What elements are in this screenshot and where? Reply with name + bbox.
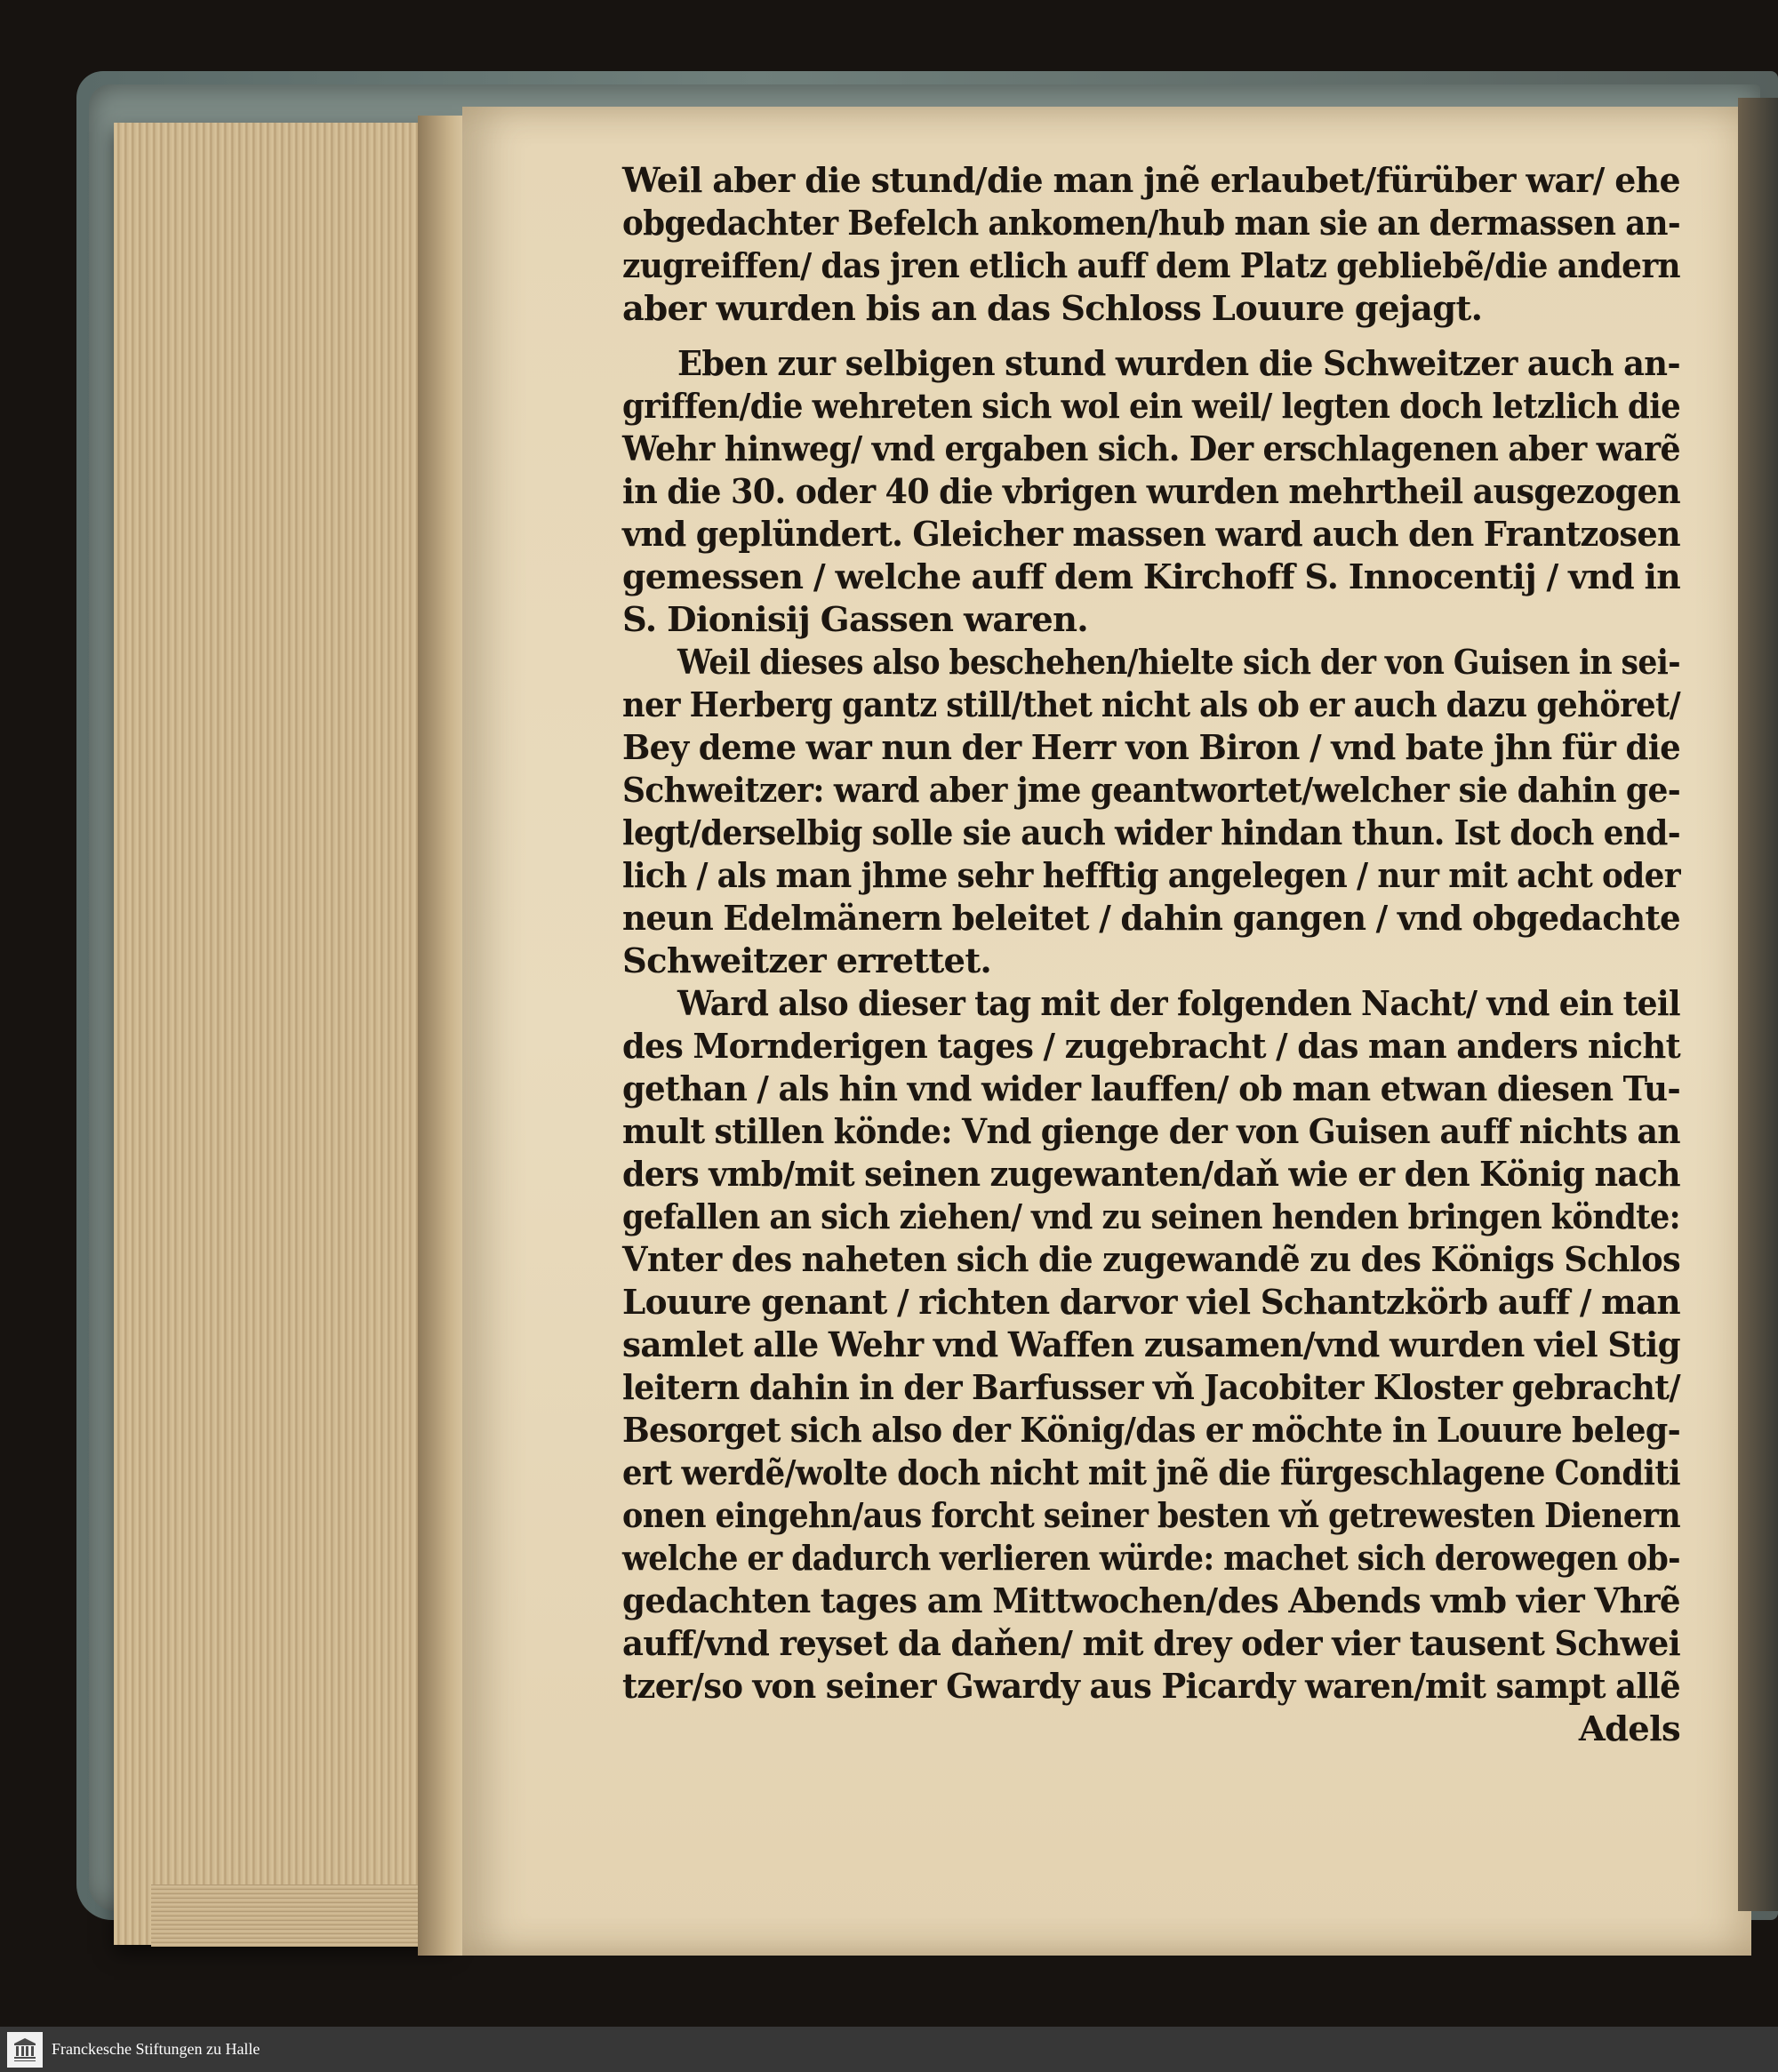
institution-logo-icon <box>7 2032 43 2068</box>
text-line: ner Herberg gantz still/thet nicht als ob er auch dazu gehöret/ <box>622 685 1680 725</box>
footer-bar <box>0 2027 1778 2072</box>
text-line: Schweitzer errettet. <box>622 941 992 981</box>
text-line: Weil dieses also beschehen/hielte sich der von Guisen in sei- <box>677 643 1680 683</box>
text-line: tzer/so von seiner Gwardy aus Picardy waren/mit sampt allẽ <box>622 1667 1681 1707</box>
text-line: mult stillen könde: Vnd gienge der von Guisen auff nichts an <box>622 1112 1680 1152</box>
text-line: obgedachter Befelch ankomen/hub man sie an dermassen an- <box>622 204 1681 244</box>
text-line: vnd geplündert. Gleicher massen ward auch den Frantzosen <box>622 515 1681 555</box>
text-line: Besorget sich also der König/das er möchte in Louure beleg- <box>622 1411 1681 1451</box>
text-line: S. Dionisij Gassen waren. <box>622 600 1089 640</box>
page-text <box>622 160 1680 1751</box>
text-line: Wehr hinweg/ vnd ergaben sich. Der erschlagenen aber warẽ <box>622 429 1680 469</box>
text-line: Ward also dieser tag mit der folgenden Nacht/ vnd ein teil <box>677 984 1680 1024</box>
text-line: auff/vnd reyset da daňen/ mit drey oder vier tausent Schwei <box>622 1624 1681 1664</box>
text-line: in die 30. oder 40 die vbrigen wurden mehrtheil ausgezogen <box>622 472 1681 512</box>
text-line: leitern dahin in der Barfusser vň Jacobiter Kloster gebracht/ <box>622 1368 1681 1408</box>
text-line: neun Edelmänern beleitet / dahin gangen / vnd obgedachte <box>622 899 1681 939</box>
text-line: Bey deme war nun der Herr von Biron / vnd bate jhn für die <box>622 728 1681 768</box>
text-line: samlet alle Wehr vnd Waffen zusamen/vnd wurden viel Stig <box>622 1325 1680 1365</box>
text-line: Eben zur selbigen stund wurden die Schweitzer auch an- <box>677 344 1680 384</box>
text-line: Vnter des naheten sich die zugewandẽ zu des Königs Schlos <box>622 1240 1681 1280</box>
text-line: gedachten tages am Mittwochen/des Abends vmb vier Vhrẽ <box>622 1581 1680 1621</box>
text-line: gemessen / welche auff dem Kirchoff S. Innocentij / vnd in <box>622 557 1681 597</box>
right-cover-edge <box>1738 98 1778 1911</box>
text-line: ert werdẽ/wolte doch nicht mit jnẽ die fürgeschlagene Conditi <box>622 1453 1680 1493</box>
text-line: Weil aber die stund/die man jnẽ erlaubet/fürüber war/ ehe <box>622 161 1680 201</box>
text-line: lich / als man jhme sehr hefftig angelegen / nur mit acht oder <box>622 856 1680 896</box>
text-line: ders vmb/mit seinen zugewanten/daň wie er den König nach <box>622 1155 1681 1195</box>
text-line: onen eingehn/aus forcht seiner besten vň getrewesten Dienern <box>622 1496 1681 1536</box>
text-line: gethan / als hin vnd wider lauffen/ ob man etwan diesen Tu- <box>622 1069 1681 1109</box>
text-line: legt/derselbig solle sie auch wider hindan thun. Ist doch end- <box>622 813 1681 853</box>
institution-name: Franckesche Stiftungen zu Halle <box>52 2040 260 2058</box>
catchword: Adels <box>1578 1709 1680 1749</box>
page-edges-stack <box>114 123 452 1945</box>
text-line: gefallen an sich ziehen/ vnd zu seinen henden bringen köndte: <box>622 1197 1680 1237</box>
text-line: griffen/die wehreten sich wol ein weil/ legten doch letzlich die <box>622 387 1681 427</box>
text-line: aber wurden bis an das Schloss Louure gejagt. <box>622 289 1483 329</box>
text-line: Schweitzer: ward aber jme geantwortet/welcher sie dahin ge- <box>622 771 1681 811</box>
text-line: welche er dadurch verlieren würde: machet sich derowegen ob- <box>622 1539 1680 1579</box>
text-line: Louure genant / richten darvor viel Schantzkörb auff / man <box>622 1283 1680 1323</box>
text-line: des Mornderigen tages / zugebracht / das man anders nicht <box>622 1027 1681 1067</box>
text-line: zugreiffen/ das jren etlich auff dem Platz gebliebẽ/die andern <box>622 246 1680 286</box>
